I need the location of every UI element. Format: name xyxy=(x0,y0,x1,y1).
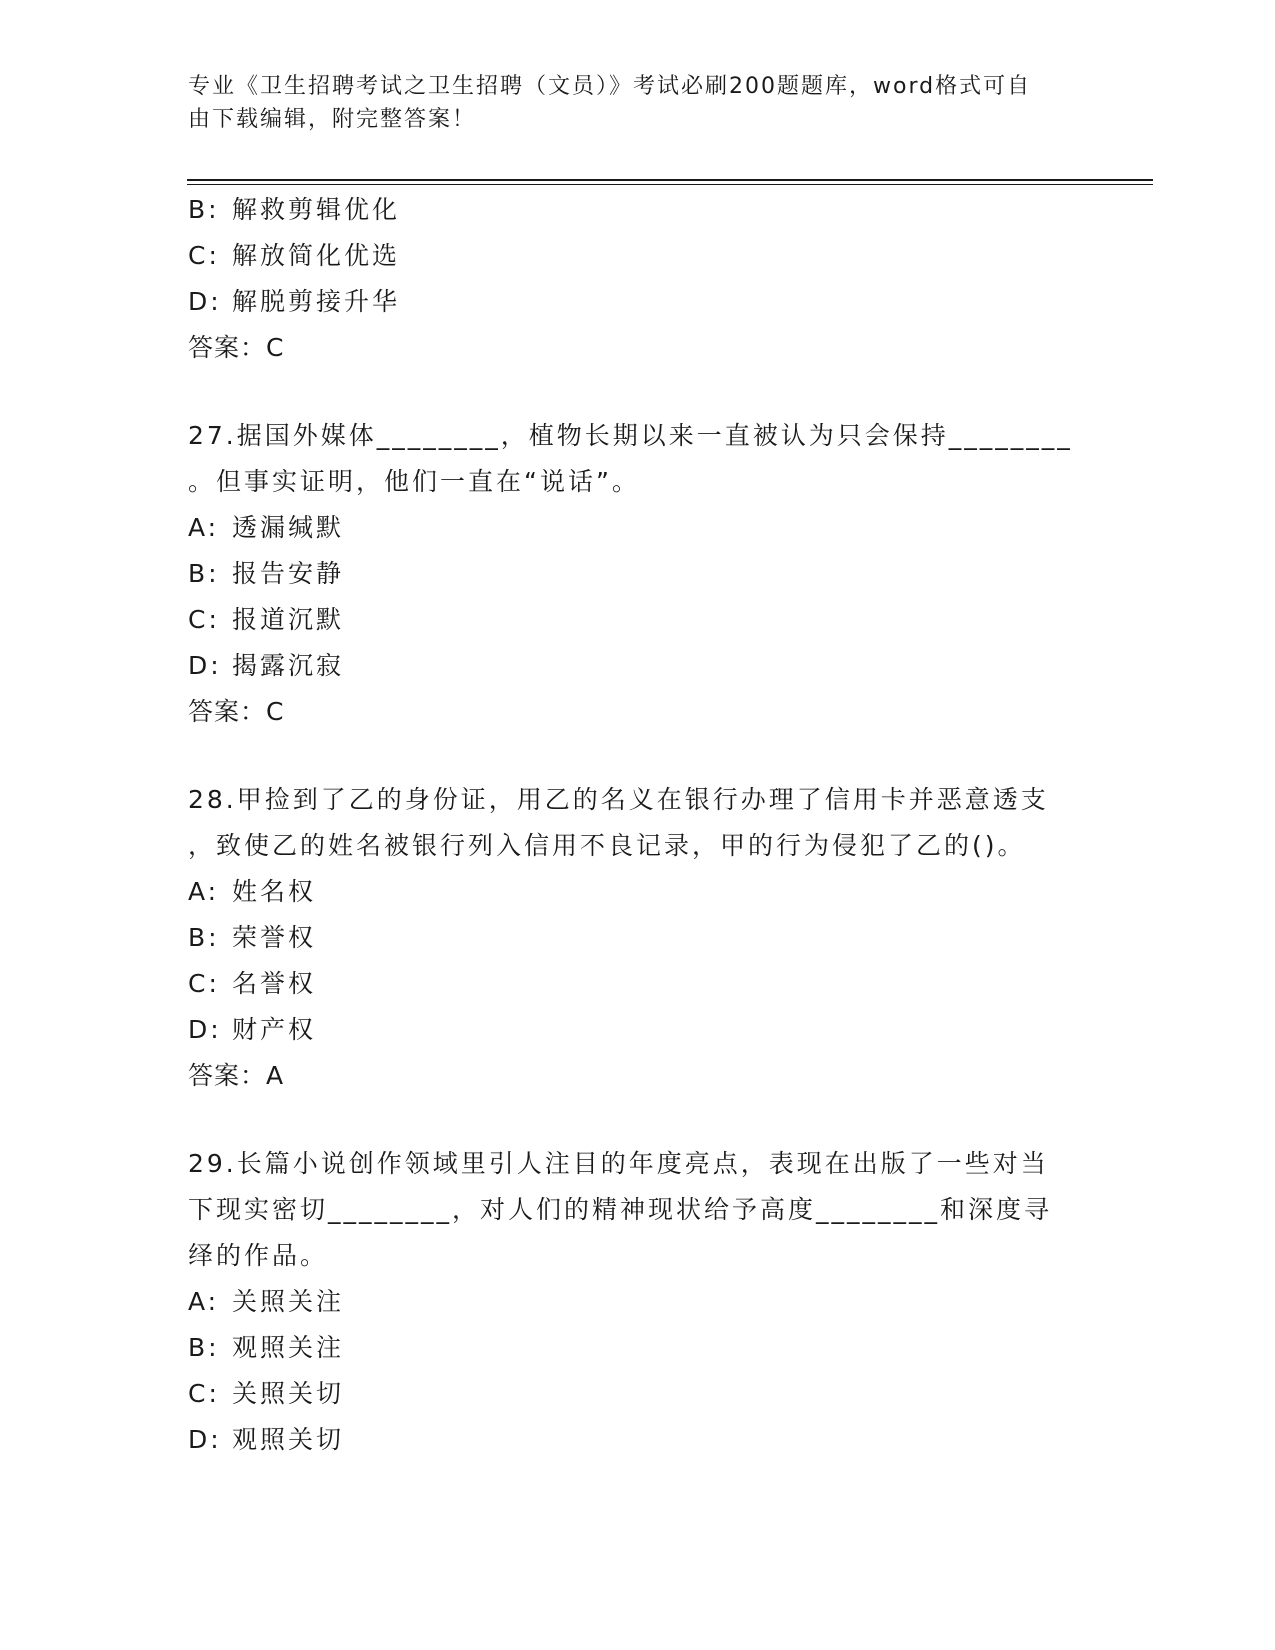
question-stem-line: 28.甲捡到了乙的身份证，用乙的名义在银行办理了信用卡并恶意透支 xyxy=(188,785,1049,814)
question-stem-line: 27.据国外媒体________，植物长期以来一直被认为只会保持________ xyxy=(188,421,1073,450)
spacer xyxy=(188,371,1088,413)
header-line-1: 专业《卫生招聘考试之卫生招聘（文员）》考试必刷200题题库，word格式可自 xyxy=(188,74,1032,99)
option-letter: A: xyxy=(188,877,220,906)
option-c xyxy=(188,597,1088,643)
question-stem-line: ，致使乙的姓名被银行列入信用不良记录，甲的行为侵犯了乙的()。 xyxy=(188,831,1026,860)
option-letter: B: xyxy=(188,195,220,224)
question-block-29 xyxy=(188,1141,1088,1463)
option-text: 解脱剪接升华 xyxy=(232,287,401,316)
question-block-27 xyxy=(188,413,1088,735)
option-letter: D: xyxy=(188,287,222,316)
option-letter: D: xyxy=(188,651,222,680)
spacer xyxy=(188,735,1088,777)
option-text: 解救剪辑优化 xyxy=(232,195,401,224)
option-b xyxy=(188,915,1088,961)
option-text: 关照关注 xyxy=(232,1287,345,1316)
answer-line: 答案：C xyxy=(188,333,285,362)
option-letter: C: xyxy=(188,969,220,998)
option-letter: B: xyxy=(188,923,220,952)
question-stem-line: 下现实密切________，对人们的精神现状给予高度________和深度寻 xyxy=(188,1195,1053,1224)
question-stem-line: 。但事实证明，他们一直在“说话”。 xyxy=(188,467,640,496)
document-body xyxy=(188,187,1088,1463)
option-text: 关照关切 xyxy=(232,1379,345,1408)
option-c xyxy=(188,1371,1088,1417)
header-divider-thick xyxy=(187,179,1153,181)
option-text: 名誉权 xyxy=(232,969,317,998)
option-text: 荣誉权 xyxy=(232,923,317,952)
option-text: 透漏缄默 xyxy=(232,513,345,542)
option-b xyxy=(188,1325,1088,1371)
option-letter: C: xyxy=(188,241,220,270)
option-d xyxy=(188,279,1088,325)
answer-line: 答案：C xyxy=(188,697,285,726)
option-text: 财产权 xyxy=(232,1015,317,1044)
option-text: 解放简化优选 xyxy=(232,241,401,270)
option-text: 报告安静 xyxy=(232,559,345,588)
option-a xyxy=(188,1279,1088,1325)
question-block-28 xyxy=(188,777,1088,1099)
option-letter: C: xyxy=(188,1379,220,1408)
option-letter: D: xyxy=(188,1015,222,1044)
option-c xyxy=(188,961,1088,1007)
option-letter: A: xyxy=(188,513,220,542)
header-line-2: 由下载编辑，附完整答案！ xyxy=(188,107,477,132)
option-text: 观照关注 xyxy=(232,1333,345,1362)
option-text: 揭露沉寂 xyxy=(232,651,345,680)
option-text: 姓名权 xyxy=(232,877,317,906)
question-stem-line: 绎的作品。 xyxy=(188,1241,329,1270)
option-b xyxy=(188,551,1088,597)
option-a xyxy=(188,869,1088,915)
option-c xyxy=(188,233,1088,279)
option-d xyxy=(188,1007,1088,1053)
option-letter: A: xyxy=(188,1287,220,1316)
question-stem-line: 29.长篇小说创作领域里引人注目的年度亮点，表现在出版了一些对当 xyxy=(188,1149,1049,1178)
option-a xyxy=(188,505,1088,551)
option-d xyxy=(188,643,1088,689)
header-divider-thin xyxy=(187,184,1153,185)
option-letter: C: xyxy=(188,605,220,634)
option-text: 报道沉默 xyxy=(232,605,345,634)
option-letter: B: xyxy=(188,559,220,588)
option-text: 观照关切 xyxy=(232,1425,345,1454)
question-block-prev xyxy=(188,187,1088,371)
option-d xyxy=(188,1417,1088,1463)
option-b xyxy=(188,187,1088,233)
option-letter: D: xyxy=(188,1425,222,1454)
answer-line: 答案：A xyxy=(188,1061,285,1090)
option-letter: B: xyxy=(188,1333,220,1362)
spacer xyxy=(188,1099,1088,1141)
document-header xyxy=(188,70,1068,136)
